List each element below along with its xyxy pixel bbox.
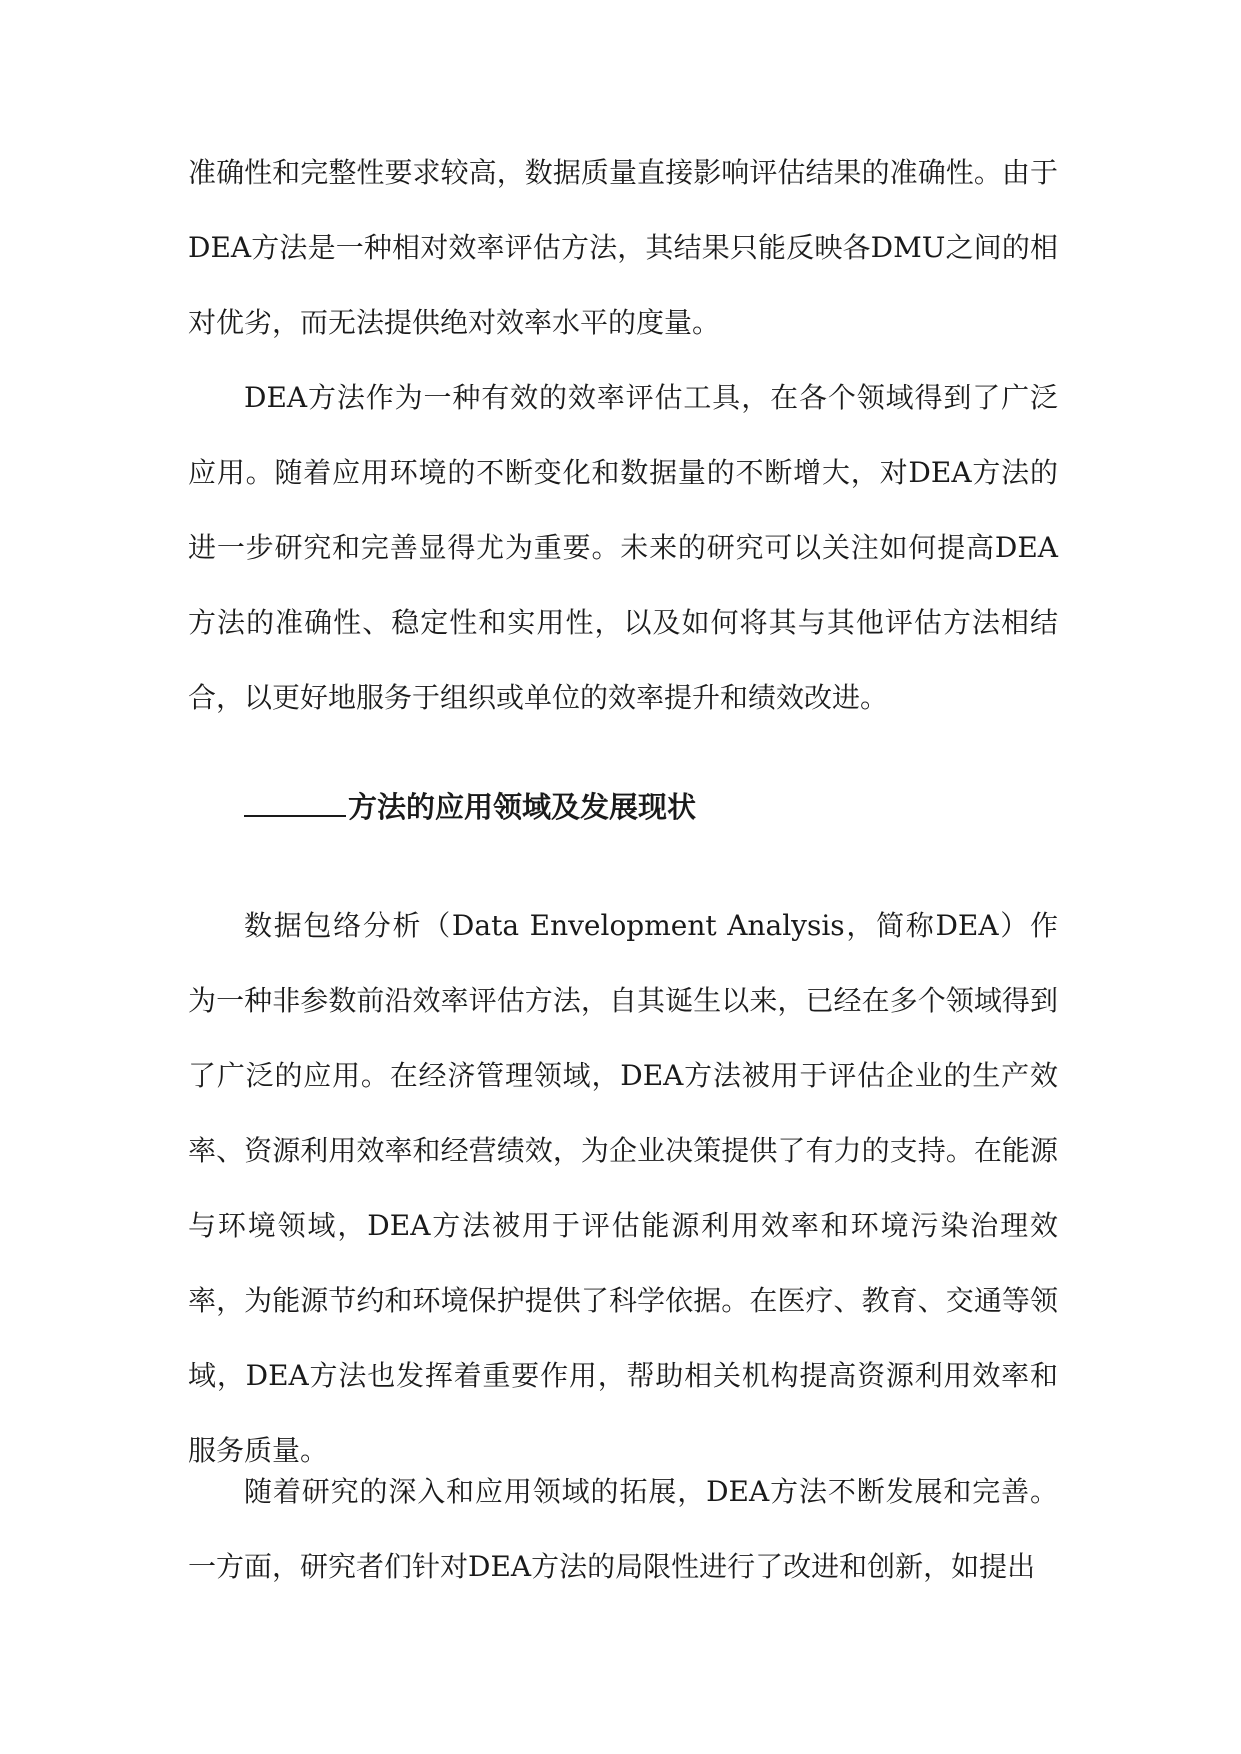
paragraph-1: 准确性和完整性要求较高，数据质量直接影响评估结果的准确性。由于DEA方法是一种相对效率评估方法，其结果只能反映各DMU之间的相对优劣，而无法提供绝对效率水平的度量。	[188, 156, 1058, 339]
paragraph-4: 随着研究的深入和应用领域的拓展，DEA方法不断发展和完善。一方面，研究者们针对DEA方法的局限性进行了改进和创新，如提出	[188, 1475, 1058, 1583]
heading-blank-line	[244, 793, 346, 817]
heading-text: 方法的应用领域及发展现状	[348, 790, 697, 824]
section-heading	[244, 770, 696, 845]
paragraph-3: 数据包络分析（Data Envelopment Analysis，简称DEA）作为一种非参数前沿效率评估方法，自其诞生以来，已经在多个领域得到了广泛的应用。在经济管理领域，DEA方法被用于评估企业的生产效率、资源利用效率和经营绩效，为企业决策提供了有力的支持。在能源与环境领域，DEA方法被用于评估能源利用效率和环境污染治理效率，为能源节约和环境保护提供了科学依据。在医疗、教育、交通等领域，DEA方法也发挥着重要作用，帮助相关机构提高资源利用效率和服务质量。	[188, 909, 1058, 1467]
paragraph-2: DEA方法作为一种有效的效率评估工具，在各个领域得到了广泛应用。随着应用环境的不断变化和数据量的不断增大，对DEA方法的进一步研究和完善显得尤为重要。未来的研究可以关注如何提高DEA方法的准确性、稳定性和实用性，以及如何将其与其他评估方法相结合，以更好地服务于组织或单位的效率提升和绩效改进。	[188, 381, 1058, 714]
